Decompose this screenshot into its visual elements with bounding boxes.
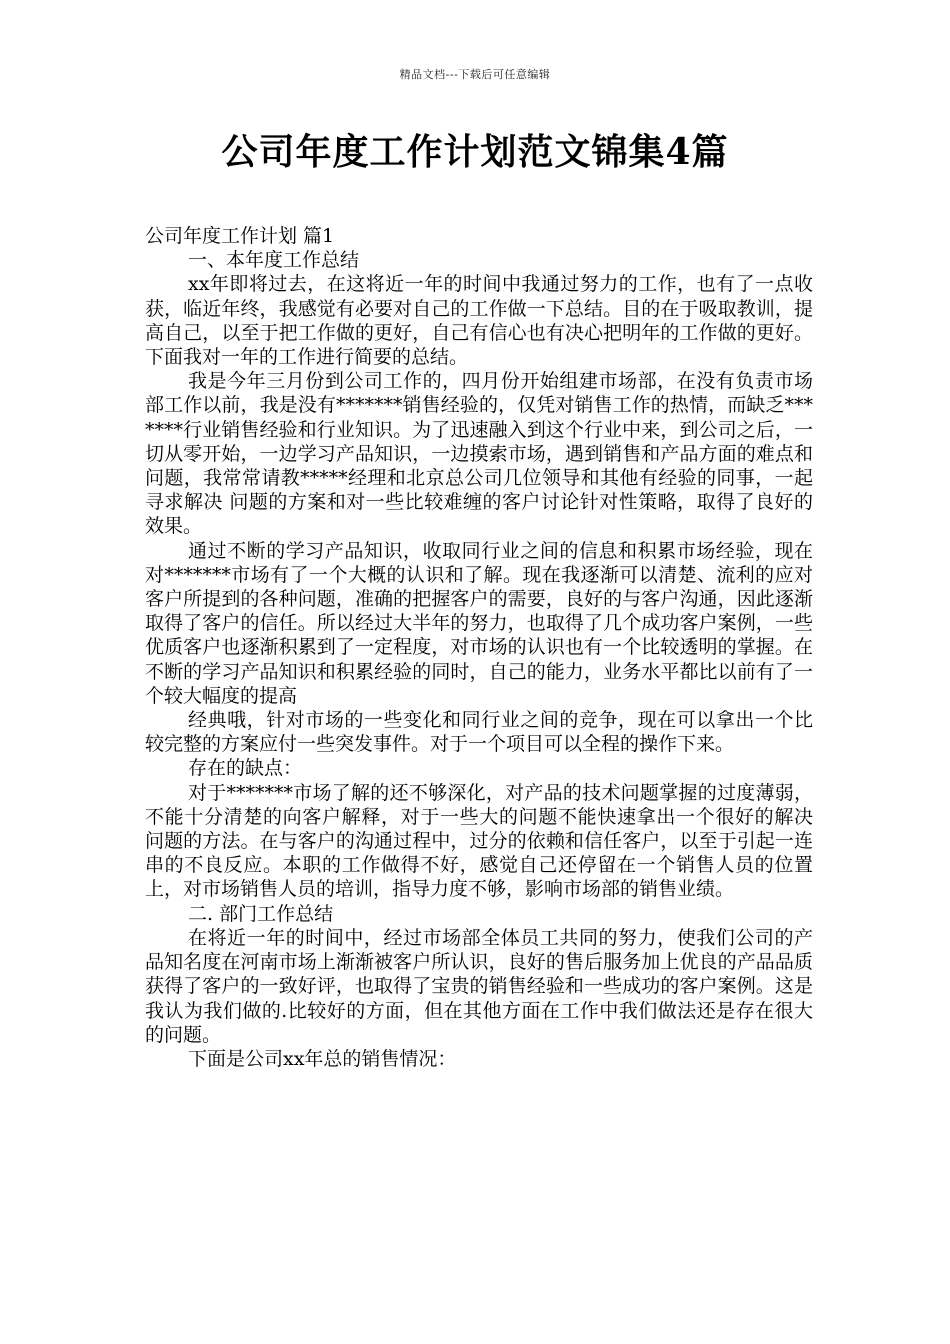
paragraph: 对于*******市场了解的还不够深化，对产品的技术问题掌握的过度薄弱，不能十分清楚的向客户解释，对于一些大的问题不能快速拿出一个很好的解决 问题的方法。在与客户的沟通过程中，过分的依赖和信任客户，以至于引起一连串的不良反应。本职的工作做得不好，感觉自己还停留在一个销售人员的位置上，对市场销售人员的培训，指导力度不够，影响市场部的销售业绩。: [145, 781, 813, 901]
paragraph: 经典哦，针对市场的一些变化和同行业之间的竞争，现在可以拿出一个比较完整的方案应付一些突发事件。对于一个项目可以全程的操作下来。: [145, 709, 813, 756]
header-note: 精品文档---下载后可任意编辑: [399, 68, 551, 81]
paragraph: 通过不断的学习产品知识，收取同行业之间的信息和积累市场经验，现在对*******市场有了一个大概的认识和了解。现在我逐渐可以清楚、流利的应对客户所提到的各种问题，准确的把握客户的需要，良好的与客户沟通，因此逐渐取得了客户的信任。所以经过大半年的努力，也取得了几个成功客户案例，一些优质客户也逐渐积累到了一定程度，对市场的认识也有一个比较透明的掌握。在不断的学习产品知识和积累经验的同时，自己的能力，业务水平都比以前有了一个较大幅度的提高: [145, 539, 813, 707]
subheading-shortcomings: 存在的缺点：: [188, 757, 303, 780]
paragraph: 我是今年三月份到公司工作的，四月份开始组建市场部，在没有负责市场部工作以前，我是没有*******销售经验的，仅凭对销售工作的热情，而缺乏*******行业销售经验和行业知识。为了迅速融入到这个行业中来，到公司之后，一切从零开始，一边学习产品知识，一边摸索市场，遇到销售和产品方面的难点和问题，我常常请教*****经理和北京总公司几位领导和其他有经验的同事，一起寻求解决 问题的方案和对一些比较难缠的客户讨论针对性策略，取得了良好的效果。: [145, 370, 813, 538]
subheading-annual-summary: 一、本年度工作总结: [188, 249, 360, 272]
paragraph: 在将近一年的时间中，经过市场部全体员工共同的努力，使我们公司的产品知名度在河南市场上渐渐被客户所认识，良好的售后服务加上优良的产品品质获得了客户的一致好评，也取得了宝贵的销售经验和一些成功的客户案例。这是我认为我们做的.比较好的方面，但在其他方面在工作中我们做法还是存在很大的问题。: [145, 926, 813, 1046]
subheading-department-summary: 二. 部门工作总结: [188, 902, 334, 925]
document-body: [145, 224, 813, 1071]
section-heading: 公司年度工作计划 篇1: [145, 225, 335, 247]
page-title: 公司年度工作计划范文锦集4篇: [221, 131, 729, 173]
closing-line: 下面是公司xx年总的销售情况：: [188, 1047, 457, 1070]
paragraph: xx年即将过去，在这将近一年的时间中我通过努力的工作，也有了一点收获，临近年终，我感觉有必要对自己的工作做一下总结。目的在于吸取教训，提高自己，以至于把工作做的更好，自己有信心也有决心把明年的工作做的更好。下面我对一年的工作进行简要的总结。: [145, 273, 813, 369]
